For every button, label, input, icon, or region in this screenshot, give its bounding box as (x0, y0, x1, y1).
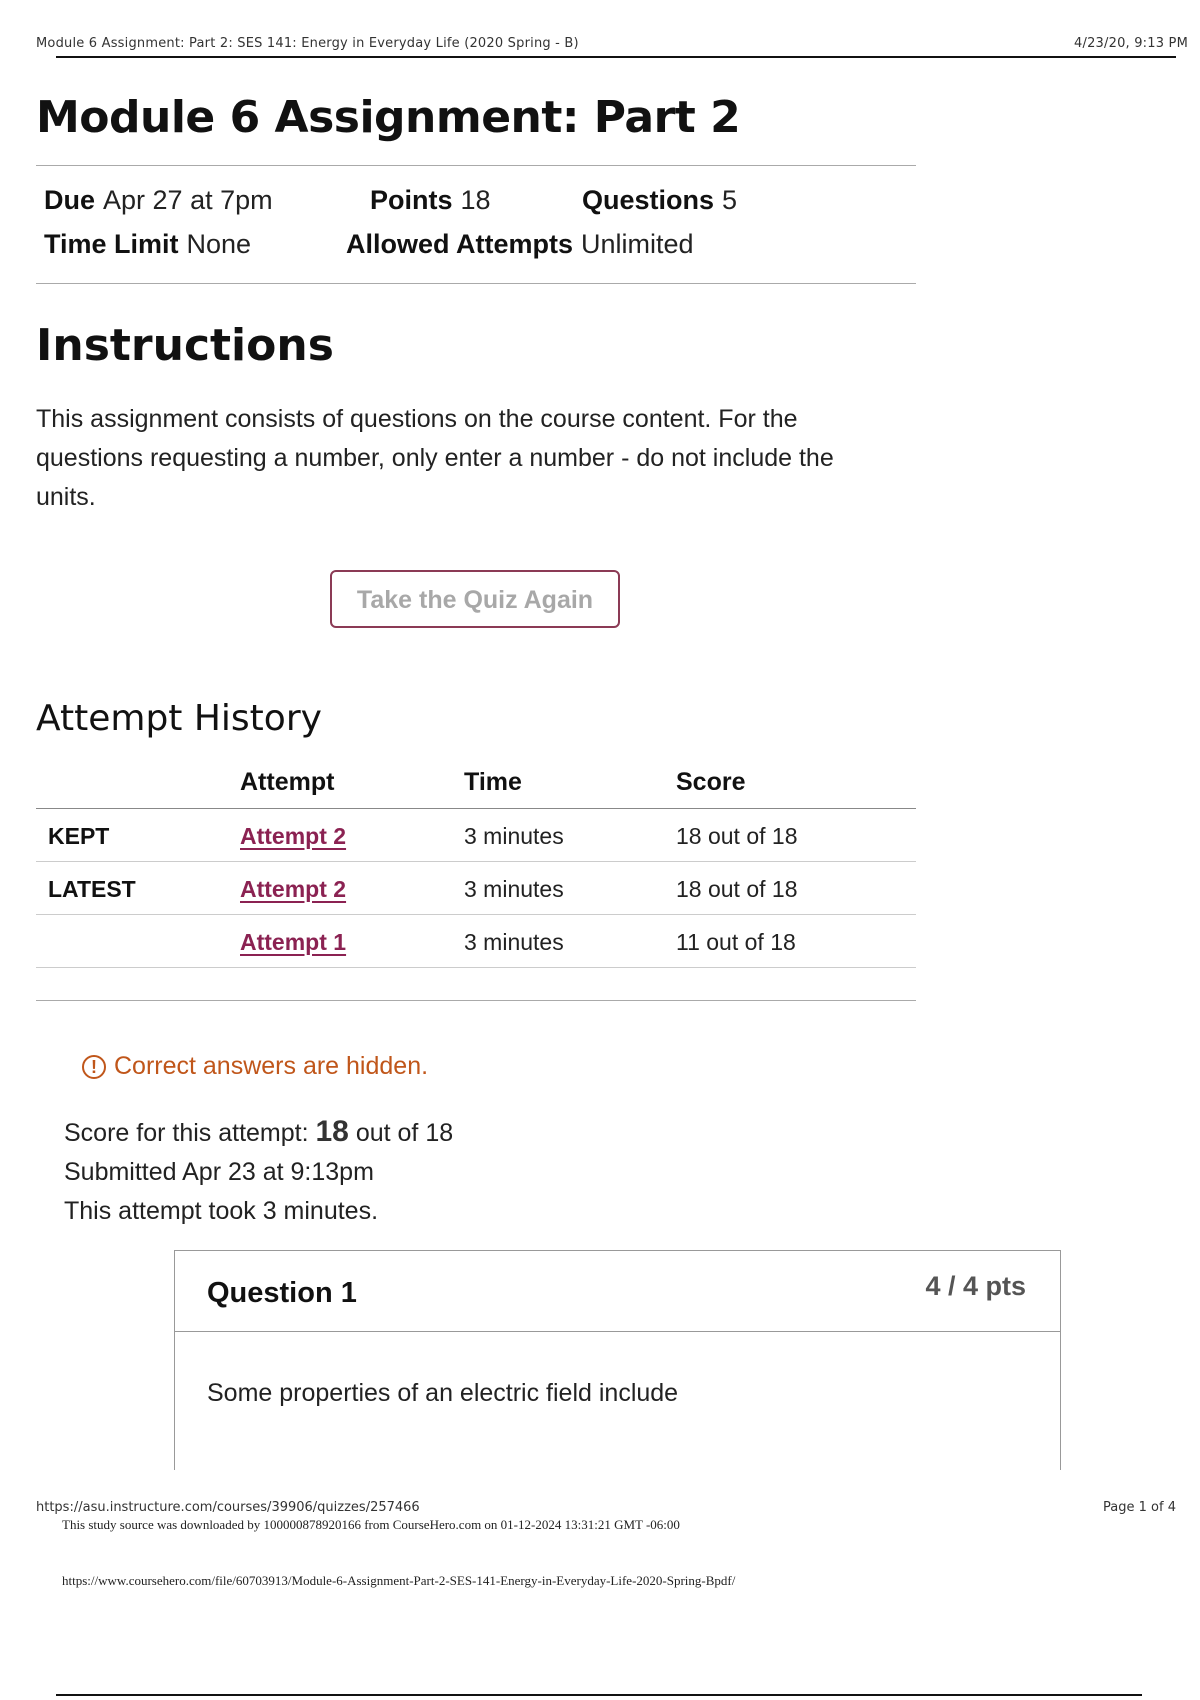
questions-detail (582, 185, 737, 216)
attempt-link[interactable]: Attempt 2 (240, 823, 347, 849)
attempt-history-table (36, 760, 916, 968)
points-value: 18 (460, 185, 491, 215)
alert-circle-icon: ! (82, 1055, 106, 1079)
print-footer-url: https://asu.instructure.com/courses/39906/quizzes/257466 (36, 1500, 420, 1515)
points-label: Points (370, 185, 453, 215)
attempt-score: 18 out of 18 (676, 823, 798, 849)
table-row (36, 809, 916, 862)
column-header-score: Score (676, 768, 746, 796)
attempt-score-line (64, 1112, 453, 1153)
due-detail (44, 185, 273, 216)
take-quiz-again-button[interactable]: Take the Quiz Again (330, 570, 620, 628)
score-suffix: out of 18 (355, 1119, 454, 1147)
question-card (174, 1250, 1061, 1470)
submitted-line: Submitted Apr 23 at 9:13pm (64, 1158, 374, 1186)
details-divider (36, 283, 916, 284)
header-divider (56, 56, 1176, 58)
questions-label: Questions (582, 185, 715, 215)
attempt-score: 18 out of 18 (676, 876, 798, 902)
due-value: Apr 27 at 7pm (103, 185, 273, 215)
score-prefix: Score for this attempt: (64, 1119, 309, 1147)
attempt-history-heading: Attempt History (36, 698, 322, 739)
question-text: Some properties of an electric field include (207, 1379, 679, 1407)
points-detail (370, 185, 491, 216)
bottom-divider (56, 1694, 1142, 1696)
question-header (175, 1251, 1060, 1332)
page-title: Module 6 Assignment: Part 2 (36, 92, 741, 143)
attempt-link[interactable]: Attempt 1 (240, 929, 347, 955)
allowed-attempts-value: Unlimited (581, 229, 694, 259)
time-limit-value: None (186, 229, 252, 259)
score-value: 18 (315, 1115, 349, 1148)
question-points: 4 / 4 pts (925, 1271, 1026, 1301)
column-header-time: Time (464, 768, 522, 796)
table-header (36, 760, 916, 809)
table-bottom-divider (36, 1000, 916, 1001)
time-limit-label: Time Limit (44, 229, 179, 259)
instructions-heading: Instructions (36, 320, 334, 371)
attempt-tag: LATEST (48, 876, 136, 902)
questions-value: 5 (722, 185, 738, 215)
source-note: This study source was downloaded by 100000878920166 from CourseHero.com on 01-12-2024 13:31:21 GMT -06:00 (62, 1517, 680, 1532)
correct-answers-hidden-notice (82, 1052, 428, 1081)
instructions-text: This assignment consists of questions on the course content. For the questions requesting a number, only enter a number - do not include the units. (36, 405, 834, 511)
table-row (36, 862, 916, 915)
notice-text: Correct answers are hidden. (114, 1052, 429, 1080)
attempt-summary (64, 1112, 453, 1231)
allowed-attempts-label: Allowed Attempts (346, 229, 574, 259)
column-header-attempt: Attempt (240, 768, 335, 796)
title-divider (36, 165, 916, 166)
duration-line: This attempt took 3 minutes. (64, 1197, 379, 1225)
attempt-time: 3 minutes (464, 876, 564, 902)
print-header (36, 36, 1188, 52)
attempt-tag: KEPT (48, 823, 110, 849)
attempt-link[interactable]: Attempt 2 (240, 876, 347, 902)
print-footer-page: Page 1 of 4 (1103, 1500, 1176, 1515)
source-link[interactable]: https://www.coursehero.com/file/60703913/Module-6-Assignment-Part-2-SES-141-Energy-in-Everyday-Life-2020-Spring-Bpdf/ (62, 1573, 736, 1588)
due-label: Due (44, 185, 96, 215)
attempt-score: 11 out of 18 (676, 929, 796, 955)
print-header-title: Module 6 Assignment: Part 2: SES 141: Energy in Everyday Life (2020 Spring - B) (36, 36, 579, 51)
time-limit-detail (44, 229, 251, 260)
attempt-time: 3 minutes (464, 929, 564, 955)
table-row (36, 915, 916, 968)
allowed-attempts-detail (346, 229, 694, 260)
attempt-time: 3 minutes (464, 823, 564, 849)
print-header-datetime: 4/23/20, 9:13 PM (1074, 36, 1188, 51)
question-title: Question 1 (207, 1277, 357, 1309)
